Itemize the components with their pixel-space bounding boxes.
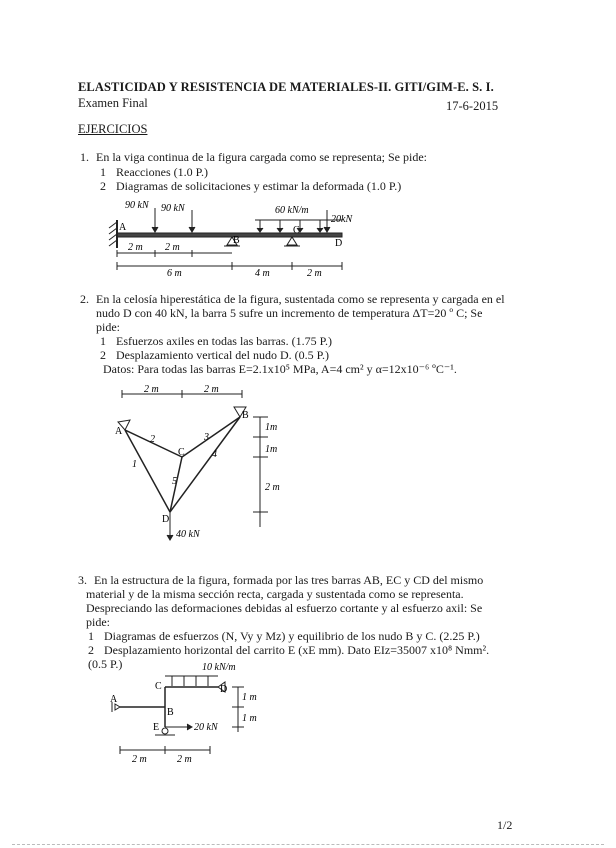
node-c-label: C bbox=[293, 225, 300, 236]
roller-e bbox=[162, 728, 168, 734]
truss-load-label: 40 kN bbox=[176, 529, 200, 540]
ex3-item-2-number: 2 bbox=[88, 643, 94, 657]
ex3-item-1 bbox=[88, 629, 480, 643]
ex3-text-1: En la estructura de la figura, formada por las tres barras AB, EC y CD del mismo bbox=[94, 573, 484, 587]
dim-2: 2 m bbox=[165, 242, 180, 253]
ex2-line-3: pide: bbox=[96, 320, 120, 334]
page-number: 1/2 bbox=[497, 818, 513, 832]
ex2-truss-figure bbox=[110, 382, 300, 552]
bar-1 bbox=[125, 430, 170, 512]
ex3-dim-y1: 1 m bbox=[242, 692, 257, 703]
ex3-tail: (0.5 P.) bbox=[88, 657, 123, 671]
truss-dim-x2: 2 m bbox=[204, 384, 219, 395]
ex3-frame-figure bbox=[100, 662, 275, 767]
ex2-item-2-number: 2 bbox=[100, 348, 106, 362]
bar-5-label: 5 bbox=[172, 476, 177, 487]
ex1-item-1-text: Reacciones (1.0 P.) bbox=[116, 165, 208, 179]
ex2-text-1: En la celosía hiperestática de la figura, sustentada como se representa y cargada en el bbox=[96, 292, 505, 306]
ex2-data: Datos: Para todas las barras E=2.1x10⁵ MPa, A=4 cm² y α=12x10⁻⁶ ºC⁻¹. bbox=[103, 362, 457, 376]
ex3-number: 3. bbox=[78, 573, 87, 587]
ex2-item-2-text: Desplazamiento vertical del nudo D. (0.5 P.) bbox=[116, 348, 329, 362]
ex3-item-2 bbox=[88, 643, 489, 657]
bottom-divider bbox=[12, 844, 604, 846]
ex3-dim-y2: 1 m bbox=[242, 713, 257, 724]
truss-node-c: C bbox=[178, 447, 185, 458]
ex3-node-b: B bbox=[167, 707, 174, 718]
exam-type: Examen Final bbox=[78, 96, 148, 110]
bar-1-label: 1 bbox=[132, 459, 137, 470]
dim-5: 2 m bbox=[307, 268, 322, 279]
node-d-label: D bbox=[335, 238, 343, 249]
beam bbox=[117, 233, 342, 237]
ex2-item-1-text: Esfuerzos axiles en todas las barras. (1.75 P.) bbox=[116, 334, 332, 348]
truss-dim-y2: 1m bbox=[265, 444, 278, 455]
load3-label: 20kN bbox=[331, 214, 353, 225]
ex3-dim-x1: 2 m bbox=[132, 754, 147, 765]
ex1-item-2-text: Diagramas de solicitaciones y estimar la deformada (1.0 P.) bbox=[116, 179, 402, 193]
ex2-number: 2. bbox=[80, 292, 89, 306]
node-b-label: B bbox=[233, 235, 240, 246]
bar-3-label: 3 bbox=[204, 432, 209, 443]
ex1-item-1 bbox=[100, 165, 208, 179]
ex3-line-2: material y de la misma sección recta, cargada y sustentada como se representa. bbox=[86, 587, 464, 601]
ex2-line-1 bbox=[80, 292, 505, 306]
exam-title: ELASTICIDAD Y RESISTENCIA DE MATERIALES-II. GITI/GIM-E. S. I. bbox=[78, 80, 494, 94]
ex1-statement bbox=[80, 150, 520, 164]
ex2-item-1-number: 1 bbox=[100, 334, 106, 348]
ex3-node-a: A bbox=[110, 694, 118, 705]
truss-dim-y1: 1m bbox=[265, 422, 278, 433]
bar-3 bbox=[182, 417, 240, 457]
ex3-item-1-number: 1 bbox=[88, 629, 94, 643]
ex1-text: En la viga continua de la figura cargada como se representa; Se pide: bbox=[96, 150, 427, 164]
load1-label: 90 kN bbox=[125, 200, 149, 211]
truss-node-a: A bbox=[115, 426, 123, 437]
ex3-item-1-text: Diagramas de esfuerzos (N, Vy y Mz) y equilibrio de los nudo B y C. (2.25 P.) bbox=[104, 629, 480, 643]
truss-node-b: B bbox=[242, 410, 249, 421]
ex3-dist-label: 10 kN/m bbox=[202, 662, 236, 673]
ex3-node-d: D bbox=[220, 684, 228, 695]
ex1-number: 1. bbox=[80, 150, 89, 164]
node-a-label: A bbox=[119, 222, 127, 233]
dim-4: 4 m bbox=[255, 268, 270, 279]
ex2-item-2 bbox=[100, 348, 329, 362]
ex1-item-2 bbox=[100, 179, 401, 193]
section-heading: EJERCICIOS bbox=[78, 122, 148, 136]
ex1-item-2-number: 2 bbox=[100, 179, 106, 193]
dim-3: 6 m bbox=[167, 268, 182, 279]
ex3-node-c: C bbox=[155, 681, 162, 692]
dim-1: 2 m bbox=[128, 242, 143, 253]
ex3-line-4: pide: bbox=[86, 615, 110, 629]
ex1-item-1-number: 1 bbox=[100, 165, 106, 179]
ex2-line-2: nudo D con 40 kN, la barra 5 sufre un incremento de temperatura ΔT=20 º C; Se bbox=[96, 306, 483, 320]
support-c bbox=[287, 237, 297, 245]
truss-dim-x1: 2 m bbox=[144, 384, 159, 395]
ex3-load-label: 20 kN bbox=[194, 722, 218, 733]
ex1-beam-figure bbox=[95, 198, 375, 280]
bar-4-label: 4 bbox=[212, 449, 217, 460]
exam-date: 17-6-2015 bbox=[446, 99, 499, 113]
bar-2-label: 2 bbox=[150, 434, 155, 445]
ex3-line-1 bbox=[78, 573, 483, 587]
load2-label: 90 kN bbox=[161, 203, 185, 214]
ex3-node-e: E bbox=[153, 722, 160, 733]
truss-node-d: D bbox=[162, 514, 170, 525]
ex3-line-3: Despreciando las deformaciones debidas al esfuerzo cortante y al esfuerzo axil: Se bbox=[86, 601, 483, 615]
truss-dim-y3: 2 m bbox=[265, 482, 280, 493]
distributed-label: 60 kN/m bbox=[275, 205, 309, 216]
ex3-item-2-text: Desplazamiento horizontal del carrito E (xE mm). Dato EIz=35007 x10⁸ Nmm². bbox=[104, 643, 490, 657]
ex3-dim-x2: 2 m bbox=[177, 754, 192, 765]
ex2-item-1 bbox=[100, 334, 332, 348]
